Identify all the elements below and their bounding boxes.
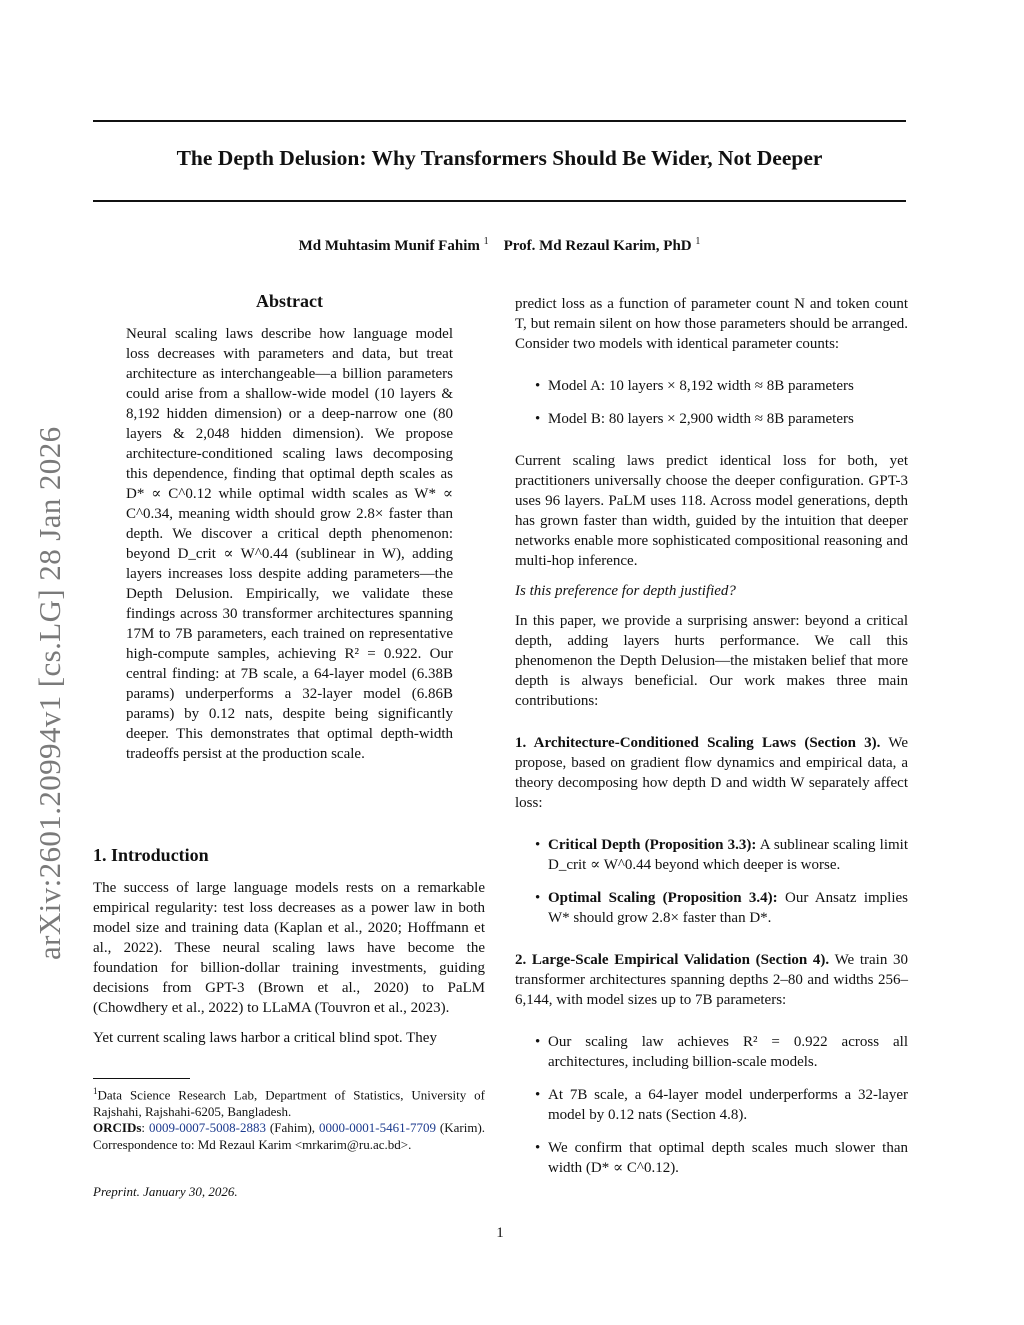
footnote bbox=[93, 1083, 485, 1153]
orcid-link[interactable]: 0000-0001-5461-7709 bbox=[318, 1120, 436, 1136]
right-column bbox=[515, 294, 908, 1178]
contribution-1-list bbox=[515, 835, 908, 928]
research-question: Is this preference for depth justified? bbox=[515, 583, 736, 599]
abstract-text: Neural scaling laws describe how language model loss decreases with parameters and data, but treat architecture as interchangeable—a billion parameters could arise from a shallow-wide model (10 layers & 8,192 hidden dimension) or a deep-narrow one (80 layers & 2,048 hidden dimension). We propose architecture-conditioned scaling laws decomposing this dependence, finding that optimal depth scales as D* ∝ C^0.12 while optimal width scales as W* ∝ C^0.34, meaning width should grow 2.8× faster than depth. We discover a critical depth phenomenon: beyond D_crit ∝ W^0.44 (sublinear in W), adding layers increases loss despite adding parameters—the Depth Delusion. Empirically, we validate these findings across 30 transformer architectures spanning 17M to 7B parameters, each trained on representative high-compute samples, achieving R² = 0.922. Our central finding: at 7B scale, a 64-layer model (6.38B params) underperforms a 32-layer model (6.86B params) by 0.12 nats, despite being significantly deeper. This demonstrates that optimal depth-width tradeoffs persist at the production scale. bbox=[126, 326, 453, 762]
list-item: • Model B: 80 layers × 2,900 width ≈ 8B parameters bbox=[535, 411, 854, 427]
footnote-orcids: ORCIDs: 0009-0007-5008-2883 (Fahim), 0000-0001-5461-7709 (Karim). Correspondence to: Md Rezaul Karim <mrkarim@ru.ac.bd>. bbox=[93, 1120, 486, 1152]
intro-paragraph: The success of large language models rests on a remarkable empirical regularity: test loss decreases as a power law in both model size and training data (Kaplan et al., 2020; Hoffmann et al., 2022). These neural scaling laws have become the foundation for billion-dollar training investments, guiding decisions from GPT-3 (Brown et al., 2020) to PaLM (Chowdhery et al., 2022) to LLaMA (Touvron et al., 2023). bbox=[93, 880, 485, 1016]
list-item: • At 7B scale, a 64-layer model underperforms a 32-layer model by 0.12 nats (Section 4.8). bbox=[535, 1087, 908, 1123]
list-item: • We confirm that optimal depth scales much slower than width (D* ∝ C^0.12). bbox=[535, 1140, 908, 1176]
page-number: 1 bbox=[496, 1225, 504, 1241]
list-item: • Critical Depth (Proposition 3.3): A sublinear scaling limit D_crit ∝ W^0.44 beyond which deeper is worse. bbox=[535, 837, 908, 873]
author-name: Md Muhtasim Munif Fahim bbox=[298, 238, 480, 254]
body-paragraph: In this paper, we provide a surprising answer: beyond a critical depth, adding layers hurts performance. We call this phenomenon the Depth Delusion—the mistaken belief that more depth is always beneficial. Our work makes three main contributions: bbox=[515, 613, 908, 709]
model-list bbox=[515, 376, 908, 429]
author-name: Prof. Md Rezaul Karim, PhD bbox=[503, 238, 692, 254]
body-paragraph: Current scaling laws predict identical loss for both, yet practitioners universally choose the deeper configuration. GPT-3 uses 96 layers. PaLM uses 118. Across model generations, depth has grown faster than width, guided by the intuition that deeper networks enable more sophisticated compositional reasoning and multi-hop inference. bbox=[515, 453, 908, 569]
author-list bbox=[93, 236, 906, 255]
orcid-link[interactable]: 0009-0007-5008-2883 bbox=[148, 1120, 266, 1136]
list-item: • Model A: 10 layers × 8,192 width ≈ 8B parameters bbox=[535, 378, 854, 394]
body-paragraph: predict loss as a function of parameter count N and token count T, but remain silent on how those parameters should be arranged. Consider two models with identical parameter counts: bbox=[515, 296, 908, 352]
abstract-heading: Abstract bbox=[256, 291, 323, 311]
title-bottom-rule bbox=[93, 200, 906, 202]
footnote-affiliation: $^1$Data Science Research Lab, Department of Statistics, University of Rajshahi, Rajshahi-6205, Bangladesh. bbox=[93, 1086, 485, 1119]
top-rule bbox=[93, 120, 906, 122]
author-affiliation-mark: 1 bbox=[483, 236, 489, 247]
contribution-1: 1. Architecture-Conditioned Scaling Laws (Section 3). We propose, based on gradient flow dynamics and empirical data, a theory decomposing how depth D and width W separately affect loss: bbox=[515, 735, 908, 811]
intro-section bbox=[93, 878, 485, 1048]
footnote-rule bbox=[93, 1078, 190, 1079]
contribution-2-list bbox=[515, 1032, 908, 1178]
introduction-heading: 1. Introduction bbox=[93, 845, 209, 865]
list-item: • Optimal Scaling (Proposition 3.4): Our Ansatz implies W* should grow 2.8× faster than D*. bbox=[535, 890, 909, 926]
intro-paragraph: Yet current scaling laws harbor a critical blind spot. They bbox=[93, 1030, 437, 1046]
contribution-2: 2. Large-Scale Empirical Validation (Section 4). We train 30 transformer architectures spanning depths 2–80 and widths 256–6,144, with model sizes up to 7B parameters: bbox=[515, 952, 908, 1008]
arxiv-side-stamp: arXiv:2601.20994v1 [cs.LG] 28 Jan 2026 bbox=[32, 426, 67, 960]
author-affiliation-mark: 1 bbox=[695, 236, 701, 247]
preprint-notice: Preprint. January 30, 2026. bbox=[93, 1184, 238, 1199]
paper-title: The Depth Delusion: Why Transformers Should Be Wider, Not Deeper bbox=[176, 146, 823, 170]
list-item: • Our scaling law achieves R² = 0.922 across all architectures, including billion-scale models. bbox=[535, 1034, 908, 1070]
